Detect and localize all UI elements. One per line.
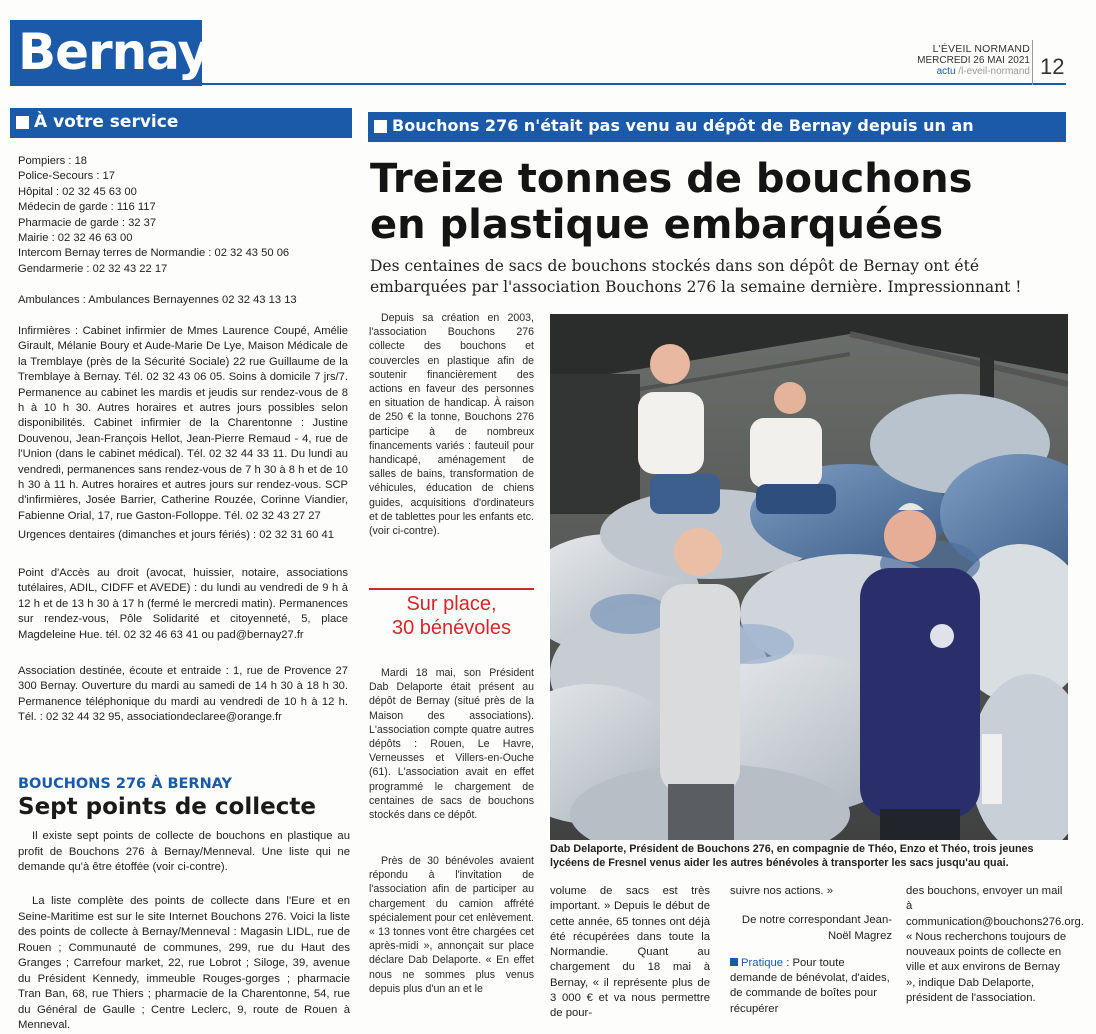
intertitle-rule [369,588,534,590]
square-bullet-icon [730,958,738,966]
volunteers-photo-illustration [550,314,1068,840]
infirmieres-text: : Cabinet infirmier de Mmes Laurence Coupé, Amélie Girault, Mélanie Boury et Aude-Marie De Lye, Maison Médicale de la Tremblaye (près de la Sécurité Sociale) 22 rue Guillaume de la Tremblaye à Bernay. Tél. 02 32 43 06 05. Soins à domicile 7 jrs/7. Permanence au cabinet les mardis et jeudis sur rendez-vous de 8 h à 10 h 30. Autres horaires et autres jours possibles selon disponibilités. Cabinet infirmier de la Charentonne : Justine Douvenou, Jean-François Hellot, Jean-Pierre Remaud - 4, rue de l'Union (dans le cabinet médical). Tél. 02 32 44 33 11. Du lundi au vendredi, permanences sans rendez-vous de 7 h 30 à 8 h et de 10 h 30 à 11 h. Autres horaires et autres jours sur rendez-vous. SCP d'infirmières, Josée Barrier, Catherine Rouzée, Corinne Viandier, Fabienne Orial, 17, rue Gaston-Folloppe. Tél. 02 32 43 27 27 [18,325,348,522]
association-ecoute: Association destinée, écoute et entraide : 1, rue de Provence 27 300 Bernay. Ouverture du mardi au samedi de 14 h 30 à 18 h 30. Permanence téléphonique du mardi au vendredi de 10 h à 12 h. Tél. : 02 32 44 32 95, associationdeclaree@orange.fr [18,665,348,724]
article-paragraph: Depuis sa création en 2003, l'association Bouchons 276 collecte des bouchons et couvercles en plastique afin de soutenir financièrement des actions en faveur des personnes en situation de handicap. À raison de 250 € la tonne, Bouchons 276 participe à de nombreux financements variés : fauteuil pour handicapé, aménagement de salles de bains, transformation de véhicules, éducation de chiens guides, acquisitions d'ordinateurs et de tablettes pour les enfants etc. (voir ci-contre). [369,312,534,538]
masthead-rule [202,83,1066,85]
section-label: actu [936,66,956,77]
square-bullet-icon [374,120,387,133]
article-kicker: Bouchons 276 n'était pas venu au dépôt de Bernay depuis un an [392,116,974,135]
infirmieres-block [18,324,348,524]
square-bullet-icon [16,116,29,129]
article-paragraph: Mardi 18 mai, son Président Dab Delaporte était présent au dépôt de Bernay (situé près de la Maison des associations). L'association compte quatre autres dépôts : Rouen, Le Havre, Verneusses et Villers-en-Ouche (61). L'association avait en effet programmé le chargement de centaines de sacs de bouchons stockés dans ce dépôt. [369,667,534,822]
town-logo [10,20,210,86]
services-section-bar [10,108,352,138]
emergency-line: Gendarmerie : 02 32 43 22 17 [18,262,168,275]
collecte-paragraph: Il existe sept points de collecte de bouchons en plastique au profit de Bouchons 276 à Bernay/Menneval. Une liste qui ne demande qu'à être étoffée (voir ci-contre). [18,830,350,873]
article-paragraph: Près de 30 bénévoles avaient répondu à l'invitation de l'association afin de participer au chargement du camion affrété spécialement pour cet enlèvement. « 13 tonnes vont être chargées cet après-midi », annonçait sur place déclare Dab Delaporte. « En effet nous ne sommes plus venus depuis plus d'un an et le [369,855,534,995]
issue-date: MERCREDI 26 MAI 2021 [917,55,1030,66]
collecte-paragraph: La liste complète des points de collecte dans l'Eure et en Seine-Maritime est sur le site Internet Bouchons 276. Voici la liste des points de collecte à Bernay/Menneval : Magasin LIDL, rue de Rouen ; Communauté de communes, 299, rue du Haut des Granges ; Carrefour market, 22, rue Lobrot ; Siloge, 39, avenue du Président Kennedy, immeuble Rouges-gorges ; pharmacie Tran Ban, 68, rue Thiers ; pharmacie de la Charentonne, 54, rue du Général de Gaulle ; Centre Leclerc, 9, route de Rouen à Menneval. [18,895,350,1031]
handle: /l-eveil-normand [958,66,1030,77]
intertitle-line: Sur place, [406,593,497,615]
pratique-text: : Pour toute demande de bénévolat, d'aides, de commande de boîtes pour récupérer [730,956,890,1015]
headline-line: Treize tonnes de bouchons [370,156,973,202]
photo-caption [550,842,1068,870]
masthead-divider [1032,40,1033,85]
point-acces-droit: Point d'Accès au droit (avocat, huissier, notaire, associations tutélaires, ADIL, CIDFF et AVEDE) : du lundi au vendredi de 9 h à 12 h et de 13 h 30 à 17 h (fermé le mercredi matin). Permanences sur rendez-vous, Pôle Solidarité et citoyenneté, 5, place Magdeleine Hue. tél. 02 32 46 63 41 ou pad@bernay27.fr [18,567,348,641]
pratique-block [730,956,892,1017]
emergency-line: Médecin de garde : 116 117 [18,201,156,214]
article-column-3 [730,884,892,1017]
emergency-line: Mairie : 02 32 46 63 00 [18,232,133,245]
headline-line: en plastique embarquées [370,202,944,248]
emergency-line: Pompiers : 18 [18,155,88,167]
page-number: 12 [1040,54,1065,79]
article-kicker-bar [368,112,1066,142]
collecte-title: Sept points de collecte [18,794,316,820]
emergency-line: Police-Secours : 17 [18,170,116,183]
pratique-label: Pratique [741,956,784,969]
infirmieres-label: Infirmières [18,325,71,337]
emergency-line: Intercom Bernay terres de Normandie : 02 32 43 50 06 [18,247,290,260]
article-chapo: Des centaines de sacs de bouchons stockés dans son dépôt de Bernay ont été embarquées par l'association Bouchons 276 la semaine dernière. Impressionnant ! [370,257,1022,296]
article-photo [550,314,1068,840]
caption-text: Dab Delaporte, Président de Bouchons 276, en compagnie de Théo, Enzo et Théo, trois jeunes lycéens de Fresnel venus aider les autres bénévoles à transporter les sacs jusqu'au quai. [550,843,1034,869]
intertitle-line: 30 bénévoles [392,617,511,639]
article-paragraph: des bouchons, envoyer un mail à communication@bouchons276.org. « Nous recherchons toujours de nouveaux points de collecte en ville et aux environs de Bernay », indique Dab Delaporte, président de l'association. [906,885,1084,1005]
collecte-kicker: BOUCHONS 276 À BERNAY [18,776,233,792]
services-section-title: À votre service [34,112,179,132]
masthead-info [917,44,1030,77]
emergency-line: Pharmacie de garde : 32 37 [18,216,157,229]
emergency-line: Hôpital : 02 32 45 63 00 [18,185,137,198]
author-signature: De notre correspondant Jean-Noël Magrez [741,914,892,942]
urgences-dentaires: Urgences dentaires (dimanches et jours fériés) : 02 32 31 60 41 [18,529,334,541]
article-paragraph: volume de sacs est très important. » Depuis le début de cette année, 65 tonnes ont déjà été récupérées dans toute la Normandie. Quant au chargement du 18 mai à Bernay, « il représente plus de 3 000 € et va nous permettre de pour- [550,885,710,1020]
article-paragraph: suivre nos actions. » [730,885,833,897]
emergency-numbers [18,154,348,277]
article-intertitle [369,592,534,640]
town-name: Bernay [18,23,210,81]
ambulances: Ambulances : Ambulances Bernayennes 02 32 43 13 13 [18,294,297,306]
paper-name: L'ÉVEIL NORMAND [932,43,1030,55]
article-headline [370,156,972,248]
